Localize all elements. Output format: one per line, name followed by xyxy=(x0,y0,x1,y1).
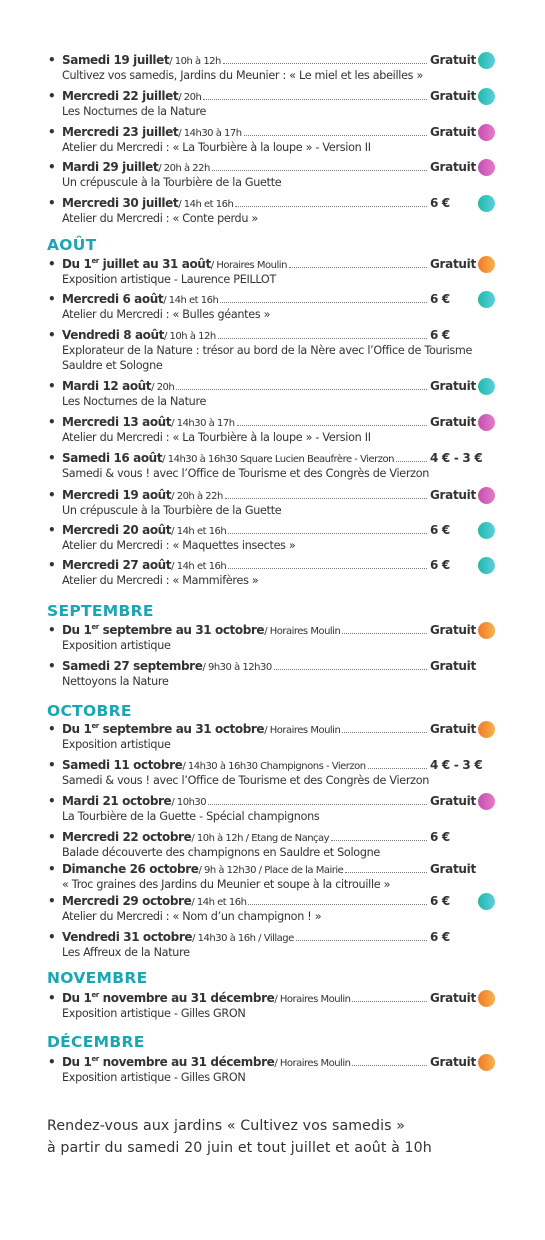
event-description: Atelier du Mercredi : « Conte perdu » xyxy=(62,212,258,225)
event-time: / 10h à 12h xyxy=(164,331,216,342)
event-description: Samedi & vous ! avec l’Office de Tourisme et des Congrès de Vierzon xyxy=(62,467,430,480)
event-time: / 14h30 à 17h xyxy=(171,418,235,429)
dotted-leader xyxy=(228,567,427,569)
event-price: Gratuit xyxy=(430,160,476,174)
event-entry xyxy=(48,990,498,1020)
event-entry xyxy=(48,1054,498,1084)
event-date: Mercredi 23 juillet xyxy=(62,125,179,139)
event-price: Gratuit xyxy=(430,1055,476,1069)
event-date-end: juillet au 31 août xyxy=(98,257,211,271)
event-date: Samedi 19 juillet xyxy=(62,53,170,67)
category-purple-dot-icon xyxy=(478,793,495,810)
event-date-start: Du 1 xyxy=(62,722,92,736)
event-date: Mercredi 13 août xyxy=(62,415,172,429)
event-time: / 10h à 12h xyxy=(169,56,221,67)
event-date: Mercredi 22 octobre xyxy=(62,830,192,844)
event-description: Explorateur de la Nature : trésor au bord de la Nère avec l’Office de Tourisme Sauldre et Sologne xyxy=(62,344,473,372)
event-price: Gratuit xyxy=(430,659,476,673)
event-description: Samedi & vous ! avec l’Office de Tourisme et des Congrès de Vierzon xyxy=(62,774,430,787)
event-entry xyxy=(48,557,498,587)
dotted-leader xyxy=(244,134,427,136)
event-date-end: novembre au 31 décembre xyxy=(98,991,275,1005)
dotted-leader xyxy=(274,668,427,670)
event-time: / 14h et 16h xyxy=(163,295,219,306)
event-date: Mardi 29 juillet xyxy=(62,160,159,174)
dotted-leader xyxy=(396,460,427,462)
category-teal-dot-icon xyxy=(478,893,495,910)
event-date: Mardi 21 octobre xyxy=(62,794,172,808)
event-entry xyxy=(48,124,498,154)
event-date-start: Du 1 xyxy=(62,991,92,1005)
event-line xyxy=(48,929,498,945)
bullet-icon: • xyxy=(48,488,56,502)
event-line xyxy=(48,450,498,466)
event-date-end: septembre au 31 octobre xyxy=(98,722,265,736)
event-line xyxy=(48,622,498,638)
bullet-icon: • xyxy=(48,53,56,67)
event-price: Gratuit xyxy=(430,722,476,736)
event-description: Atelier du Mercredi : « Mammifères » xyxy=(62,574,259,587)
event-date-ordinal: er xyxy=(91,722,99,730)
event-entry xyxy=(48,793,498,823)
bullet-icon: • xyxy=(48,758,56,772)
event-time: / 14h et 16h xyxy=(178,199,234,210)
event-time: / 14h30 à 16h / Village xyxy=(192,933,294,944)
category-teal-dot-icon xyxy=(478,88,495,105)
month-heading-aout: AOÛT xyxy=(47,236,97,254)
event-entry xyxy=(48,861,498,891)
bullet-icon: • xyxy=(48,523,56,537)
event-price: 6 € xyxy=(430,196,450,210)
dotted-leader xyxy=(342,731,427,733)
event-entry xyxy=(48,829,498,859)
event-price: 6 € xyxy=(430,558,450,572)
footer-line-2: à partir du samedi 20 juin et tout juillet et août à 10h xyxy=(47,1140,432,1156)
event-time: / 14h30 à 16h30 Square Lucien Beaufrère - Vierzon xyxy=(162,454,394,465)
event-date-end: septembre au 31 octobre xyxy=(98,623,265,637)
event-date: Vendredi 8 août xyxy=(62,328,164,342)
event-line xyxy=(48,861,498,877)
event-entry xyxy=(48,929,498,959)
event-line xyxy=(48,487,498,503)
event-entry xyxy=(48,522,498,552)
event-line xyxy=(48,829,498,845)
bullet-icon: • xyxy=(48,991,56,1005)
event-price: 6 € xyxy=(430,894,450,908)
event-line xyxy=(48,721,498,737)
event-description: Balade découverte des champignons en Sauldre et Sologne xyxy=(62,846,381,859)
event-line xyxy=(48,124,498,140)
event-date-ordinal: er xyxy=(91,1055,99,1063)
event-description: Atelier du Mercredi : « Nom d’un champignon ! » xyxy=(62,910,322,923)
dotted-leader xyxy=(296,939,427,941)
event-line xyxy=(48,159,498,175)
footer-line-1: Rendez-vous aux jardins « Cultivez vos samedis » xyxy=(47,1118,406,1134)
event-line xyxy=(48,522,498,538)
event-date-start: Du 1 xyxy=(62,1055,92,1069)
event-time: / 10h30 xyxy=(171,797,207,808)
event-time: / Horaires Moulin xyxy=(264,626,341,637)
category-teal-dot-icon xyxy=(478,557,495,574)
event-date: Mercredi 29 octobre xyxy=(62,894,192,908)
event-date xyxy=(62,622,264,638)
event-date xyxy=(62,990,274,1006)
bullet-icon: • xyxy=(48,794,56,808)
event-entry xyxy=(48,450,498,480)
event-price: Gratuit xyxy=(430,862,476,876)
event-description: Les Affreux de la Nature xyxy=(62,946,190,959)
event-date-start: Du 1 xyxy=(62,623,92,637)
dotted-leader xyxy=(331,839,427,841)
category-orange-dot-icon xyxy=(478,622,495,639)
event-description: Atelier du Mercredi : « Bulles géantes » xyxy=(62,308,271,321)
event-date: Mercredi 19 août xyxy=(62,488,172,502)
month-heading-septembre: SEPTEMBRE xyxy=(47,602,154,620)
event-date-ordinal: er xyxy=(91,623,99,631)
event-price: Gratuit xyxy=(430,794,476,808)
event-line xyxy=(48,658,498,674)
month-heading-octobre: OCTOBRE xyxy=(47,702,132,720)
event-price: Gratuit xyxy=(430,415,476,429)
dotted-leader xyxy=(225,497,427,499)
event-entry xyxy=(48,256,498,286)
event-time: / 14h et 16h xyxy=(171,561,227,572)
event-date-ordinal: er xyxy=(91,991,99,999)
event-entry xyxy=(48,893,498,923)
event-time: / 9h30 à 12h30 xyxy=(202,662,272,673)
dotted-leader xyxy=(203,98,427,100)
month-heading-decembre: DÉCEMBRE xyxy=(47,1033,145,1051)
bullet-icon: • xyxy=(48,623,56,637)
category-teal-dot-icon xyxy=(478,378,495,395)
event-line xyxy=(48,88,498,104)
bullet-icon: • xyxy=(48,125,56,139)
event-line xyxy=(48,256,498,272)
category-teal-dot-icon xyxy=(478,522,495,539)
dotted-leader xyxy=(208,803,427,805)
event-line xyxy=(48,378,498,394)
event-entry xyxy=(48,622,498,652)
event-entry xyxy=(48,487,498,517)
event-line xyxy=(48,414,498,430)
bullet-icon: • xyxy=(48,722,56,736)
event-description: Exposition artistique - Laurence PEILLOT xyxy=(62,273,276,286)
event-price: 4 € - 3 € xyxy=(430,451,483,465)
bullet-icon: • xyxy=(48,89,56,103)
bullet-icon: • xyxy=(48,328,56,342)
event-line xyxy=(48,793,498,809)
event-price: 6 € xyxy=(430,830,450,844)
bullet-icon: • xyxy=(48,862,56,876)
bullet-icon: • xyxy=(48,930,56,944)
event-description: Atelier du Mercredi : « Maquettes insectes » xyxy=(62,539,296,552)
event-price: 6 € xyxy=(430,292,450,306)
event-description: Un crépuscule à la Tourbière de la Guette xyxy=(62,504,282,517)
event-date: Samedi 16 août xyxy=(62,451,163,465)
event-date xyxy=(62,256,211,272)
event-date-start: Du 1 xyxy=(62,257,92,271)
bullet-icon: • xyxy=(48,558,56,572)
event-description: Exposition artistique xyxy=(62,738,171,751)
event-entry xyxy=(48,414,498,444)
event-time: / 20h à 22h xyxy=(171,491,223,502)
event-description: « Troc graines des Jardins du Meunier et soupe à la citrouille » xyxy=(62,878,391,891)
category-orange-dot-icon xyxy=(478,990,495,1007)
event-description: Exposition artistique - Gilles GRON xyxy=(62,1007,246,1020)
dotted-leader xyxy=(235,205,427,207)
dotted-leader xyxy=(237,424,427,426)
event-price: Gratuit xyxy=(430,89,476,103)
event-line xyxy=(48,327,498,343)
event-time: / Horaires Moulin xyxy=(274,994,351,1005)
event-entry xyxy=(48,291,498,321)
event-entry xyxy=(48,88,498,118)
event-date: Mercredi 6 août xyxy=(62,292,164,306)
event-time: / 14h et 16h xyxy=(191,897,247,908)
event-description: Exposition artistique - Gilles GRON xyxy=(62,1071,246,1084)
event-date: Mercredi 30 juillet xyxy=(62,196,179,210)
dotted-leader xyxy=(289,266,427,268)
event-price: Gratuit xyxy=(430,488,476,502)
bullet-icon: • xyxy=(48,830,56,844)
event-price: Gratuit xyxy=(430,125,476,139)
event-price: Gratuit xyxy=(430,379,476,393)
event-description: Un crépuscule à la Tourbière de la Guette xyxy=(62,176,282,189)
bullet-icon: • xyxy=(48,415,56,429)
event-price: Gratuit xyxy=(430,991,476,1005)
event-date xyxy=(62,1054,274,1070)
event-line xyxy=(48,757,498,773)
event-description: Les Nocturnes de la Nature xyxy=(62,395,207,408)
event-price: Gratuit xyxy=(430,53,476,67)
category-teal-dot-icon xyxy=(478,52,495,69)
event-line xyxy=(48,557,498,573)
bullet-icon: • xyxy=(48,257,56,271)
event-description: Atelier du Mercredi : « La Tourbière à la loupe » - Version II xyxy=(62,431,371,444)
event-time: / 10h à 12h / Etang de Nançay xyxy=(191,833,330,844)
bullet-icon: • xyxy=(48,894,56,908)
dotted-leader xyxy=(218,337,427,339)
event-price: 4 € - 3 € xyxy=(430,758,483,772)
event-description: Nettoyons la Nature xyxy=(62,675,169,688)
event-date: Mardi 12 août xyxy=(62,379,152,393)
event-entry xyxy=(48,327,498,372)
bullet-icon: • xyxy=(48,659,56,673)
event-description: La Tourbière de la Guette - Spécial champignons xyxy=(62,810,320,823)
event-date-end: novembre au 31 décembre xyxy=(98,1055,275,1069)
bullet-icon: • xyxy=(48,196,56,210)
event-date-ordinal: er xyxy=(91,257,99,265)
event-time: / 20h xyxy=(178,92,202,103)
category-purple-dot-icon xyxy=(478,124,495,141)
event-entry xyxy=(48,757,498,787)
event-line xyxy=(48,893,498,909)
event-time: / Horaires Moulin xyxy=(274,1058,351,1069)
event-time: / 20h xyxy=(151,382,175,393)
month-heading-novembre: NOVEMBRE xyxy=(47,969,148,987)
bullet-icon: • xyxy=(48,1055,56,1069)
event-description: Atelier du Mercredi : « La Tourbière à la loupe » - Version II xyxy=(62,141,371,154)
category-orange-dot-icon xyxy=(478,1054,495,1071)
event-time: / 14h et 16h xyxy=(171,526,227,537)
event-time: / 14h30 à 17h xyxy=(178,128,242,139)
event-date: Dimanche 26 octobre xyxy=(62,862,199,876)
event-entry xyxy=(48,721,498,751)
dotted-leader xyxy=(368,767,427,769)
dotted-leader xyxy=(352,1000,427,1002)
category-purple-dot-icon xyxy=(478,487,495,504)
bullet-icon: • xyxy=(48,292,56,306)
event-time: / 14h30 à 16h30 Champignons - Vierzon xyxy=(182,761,366,772)
event-price: 6 € xyxy=(430,328,450,342)
event-entry xyxy=(48,159,498,189)
bullet-icon: • xyxy=(48,451,56,465)
dotted-leader xyxy=(176,388,427,390)
dotted-leader xyxy=(345,871,427,873)
event-time: / Horaires Moulin xyxy=(210,260,287,271)
event-time: / 9h à 12h30 / Place de la Mairie xyxy=(198,865,344,876)
event-date: Samedi 27 septembre xyxy=(62,659,203,673)
event-price: 6 € xyxy=(430,523,450,537)
bullet-icon: • xyxy=(48,379,56,393)
category-orange-dot-icon xyxy=(478,721,495,738)
dotted-leader xyxy=(212,169,427,171)
event-time: / Horaires Moulin xyxy=(264,725,341,736)
event-entry xyxy=(48,378,498,408)
dotted-leader xyxy=(352,1064,427,1066)
category-purple-dot-icon xyxy=(478,414,495,431)
dotted-leader xyxy=(220,301,427,303)
event-date xyxy=(62,721,264,737)
event-time: / 20h à 22h xyxy=(158,163,210,174)
event-price: 6 € xyxy=(430,930,450,944)
event-line xyxy=(48,291,498,307)
event-line xyxy=(48,1054,498,1070)
event-line xyxy=(48,990,498,1006)
category-teal-dot-icon xyxy=(478,291,495,308)
category-purple-dot-icon xyxy=(478,159,495,176)
dotted-leader xyxy=(248,903,427,905)
event-line xyxy=(48,52,498,68)
event-date: Vendredi 31 octobre xyxy=(62,930,193,944)
event-description: Exposition artistique xyxy=(62,639,171,652)
dotted-leader xyxy=(342,632,427,634)
dotted-leader xyxy=(223,62,427,64)
event-date: Mercredi 27 août xyxy=(62,558,172,572)
event-price: Gratuit xyxy=(430,623,476,637)
event-date: Mercredi 20 août xyxy=(62,523,172,537)
event-entry xyxy=(48,658,498,688)
event-entry xyxy=(48,195,498,225)
event-entry xyxy=(48,52,498,82)
event-line xyxy=(48,195,498,211)
event-price: Gratuit xyxy=(430,257,476,271)
event-date: Mercredi 22 juillet xyxy=(62,89,179,103)
category-orange-dot-icon xyxy=(478,256,495,273)
dotted-leader xyxy=(228,532,427,534)
event-description: Cultivez vos samedis, Jardins du Meunier : « Le miel et les abeilles » xyxy=(62,69,423,82)
bullet-icon: • xyxy=(48,160,56,174)
event-description: Les Nocturnes de la Nature xyxy=(62,105,207,118)
category-teal-dot-icon xyxy=(478,195,495,212)
event-date: Samedi 11 octobre xyxy=(62,758,183,772)
